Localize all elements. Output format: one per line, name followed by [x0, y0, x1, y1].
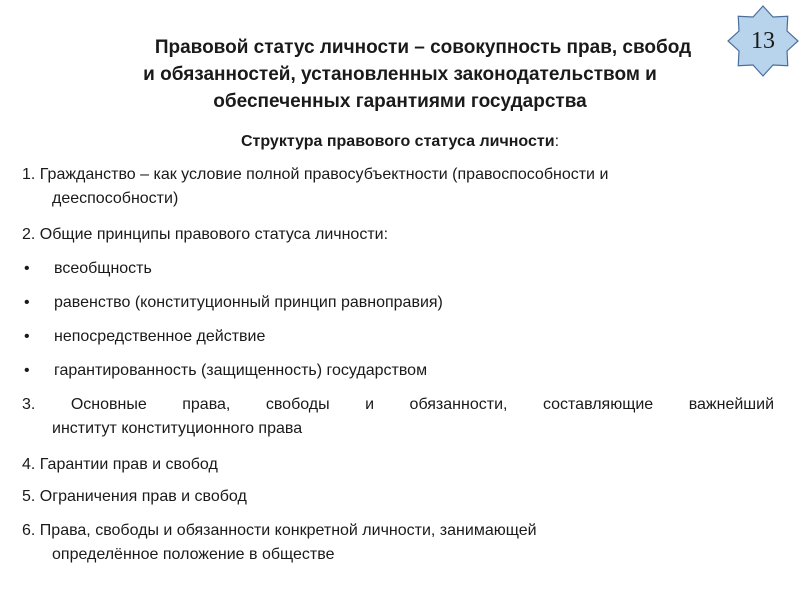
bullet-icon: •: [24, 328, 30, 345]
bullet-icon: •: [24, 260, 30, 277]
list-item-restrictions-text: 5. Ограничения прав и свобод: [22, 488, 247, 505]
list-item-guarantees: [22, 453, 774, 477]
list-item-specific-person-line-1: 6. Права, свободы и обязанности конкретной личности, занимающей: [22, 522, 537, 539]
title-line-3: обеспеченных гарантиями государства: [213, 91, 587, 112]
page-number-badge: [726, 4, 800, 78]
page-number: 13: [751, 28, 775, 54]
list-item-general-principles: [22, 223, 774, 247]
list-item-citizenship-line-2: дееспособности): [52, 190, 179, 207]
list-item-basic-rights-line-1: 3. Основные права, свободы и обязанности, составляющие важнейший: [22, 396, 774, 413]
list-item-restrictions: [22, 485, 774, 509]
list-item-general-principles-text: 2. Общие принципы правового статуса личности:: [22, 226, 389, 243]
bullet-icon: •: [24, 362, 30, 379]
structure-heading: [0, 131, 800, 153]
bullet-text: всеобщность: [54, 260, 152, 277]
slide-title: [30, 34, 770, 115]
list-item-guarantees-text: 4. Гарантии прав и свобод: [22, 456, 218, 473]
title-line-2: и обязанностей, установленных законодательством и: [143, 64, 657, 85]
list-item-specific-person: [22, 519, 774, 567]
structure-heading-text: Структура правового статуса личности: [240, 133, 555, 150]
bullet-icon: •: [24, 294, 30, 311]
title-line-1: Правовой статус личности – совокупность прав, свобод: [154, 37, 692, 58]
list-item-citizenship: [22, 163, 774, 211]
list-item-basic-rights-line-2: институт конституционного права: [52, 420, 303, 437]
bullet-text: гарантированность (защищенность) государством: [54, 362, 428, 379]
list-item-specific-person-line-2: определённое положение в обществе: [52, 546, 335, 563]
structure-heading-colon: :: [554, 133, 560, 150]
list-item-citizenship-line-1: 1. Гражданство – как условие полной правосубъектности (правоспособности и: [22, 166, 609, 183]
bullet-text: равенство (конституционный принцип равноправия): [54, 294, 443, 311]
bullet-text: непосредственное действие: [54, 328, 266, 345]
list-item-basic-rights: [22, 393, 774, 441]
